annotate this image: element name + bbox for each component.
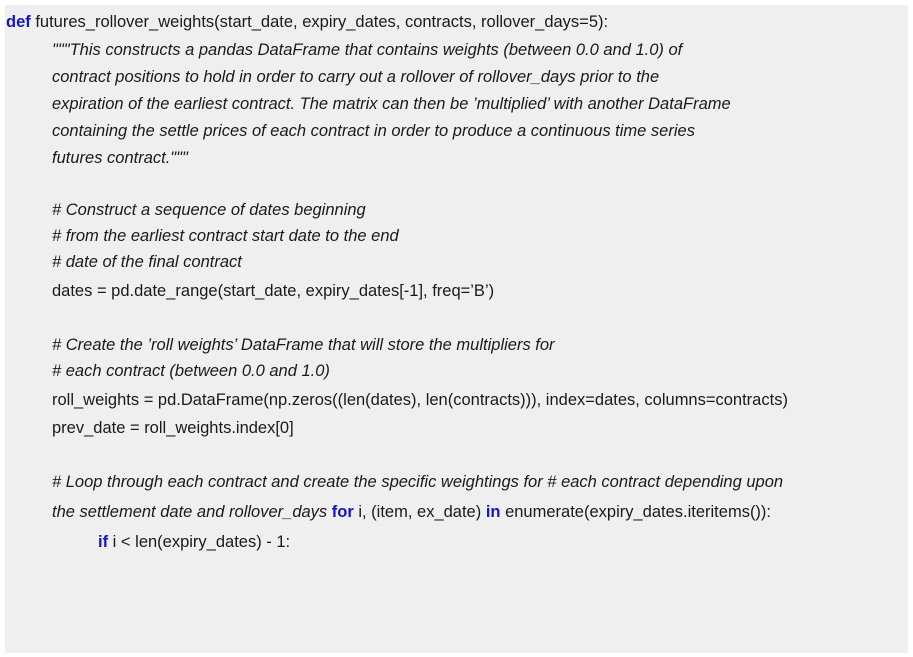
inline-comment: the settlement date and rollover_days (52, 503, 328, 521)
comment-line: # Create the ’roll weights’ DataFrame that will store the multipliers for (52, 336, 555, 354)
for-keyword: for (331, 503, 354, 521)
in-keyword: in (485, 503, 501, 521)
code-block (5, 5, 908, 653)
dates-assignment-line: dates = pd.date_range(start_date, expiry_dates[-1], freq=’B’) (52, 282, 495, 300)
for-loop-line (52, 502, 771, 522)
comment-line: # each contract (between 0.0 and 1.0) (52, 362, 330, 380)
docstring-line: contract positions to hold in order to carry out a rollover of rollover_days prior to the (52, 68, 660, 86)
if-condition: i < len(expiry_dates) - 1: (108, 533, 291, 551)
for-loop-iterable: enumerate(expiry_dates.iteritems()): (500, 503, 772, 521)
comment-line: # Loop through each contract and create the specific weightings for # each contract depending upon (52, 473, 784, 491)
for-loop-variables: i, (item, ex_date) (353, 503, 486, 521)
function-signature-text: futures_rollover_weights(start_date, expiry_dates, contracts, rollover_days=5): (30, 13, 609, 31)
docstring-line: """This constructs a pandas DataFrame that contains weights (between 0.0 and 1.0) of (52, 41, 683, 59)
if-keyword: if (98, 533, 109, 551)
docstring-line: expiration of the earliest contract. The matrix can then be ’multiplied’ with another DataFrame (52, 95, 731, 113)
if-statement-line (98, 532, 290, 552)
docstring-line: containing the settle prices of each contract in order to produce a continuous time series (52, 122, 695, 140)
function-signature (6, 12, 608, 32)
comment-line: # Construct a sequence of dates beginning (52, 201, 366, 219)
roll-weights-assignment-line: roll_weights = pd.DataFrame(np.zeros((len(dates), len(contracts))), index=dates, columns=contracts) (52, 391, 788, 409)
def-keyword: def (6, 13, 31, 31)
docstring-line: futures contract.""" (52, 149, 188, 167)
comment-line: # date of the final contract (52, 253, 242, 271)
comment-line: # from the earliest contract start date to the end (52, 227, 399, 245)
prev-date-assignment-line: prev_date = roll_weights.index[0] (52, 419, 294, 437)
